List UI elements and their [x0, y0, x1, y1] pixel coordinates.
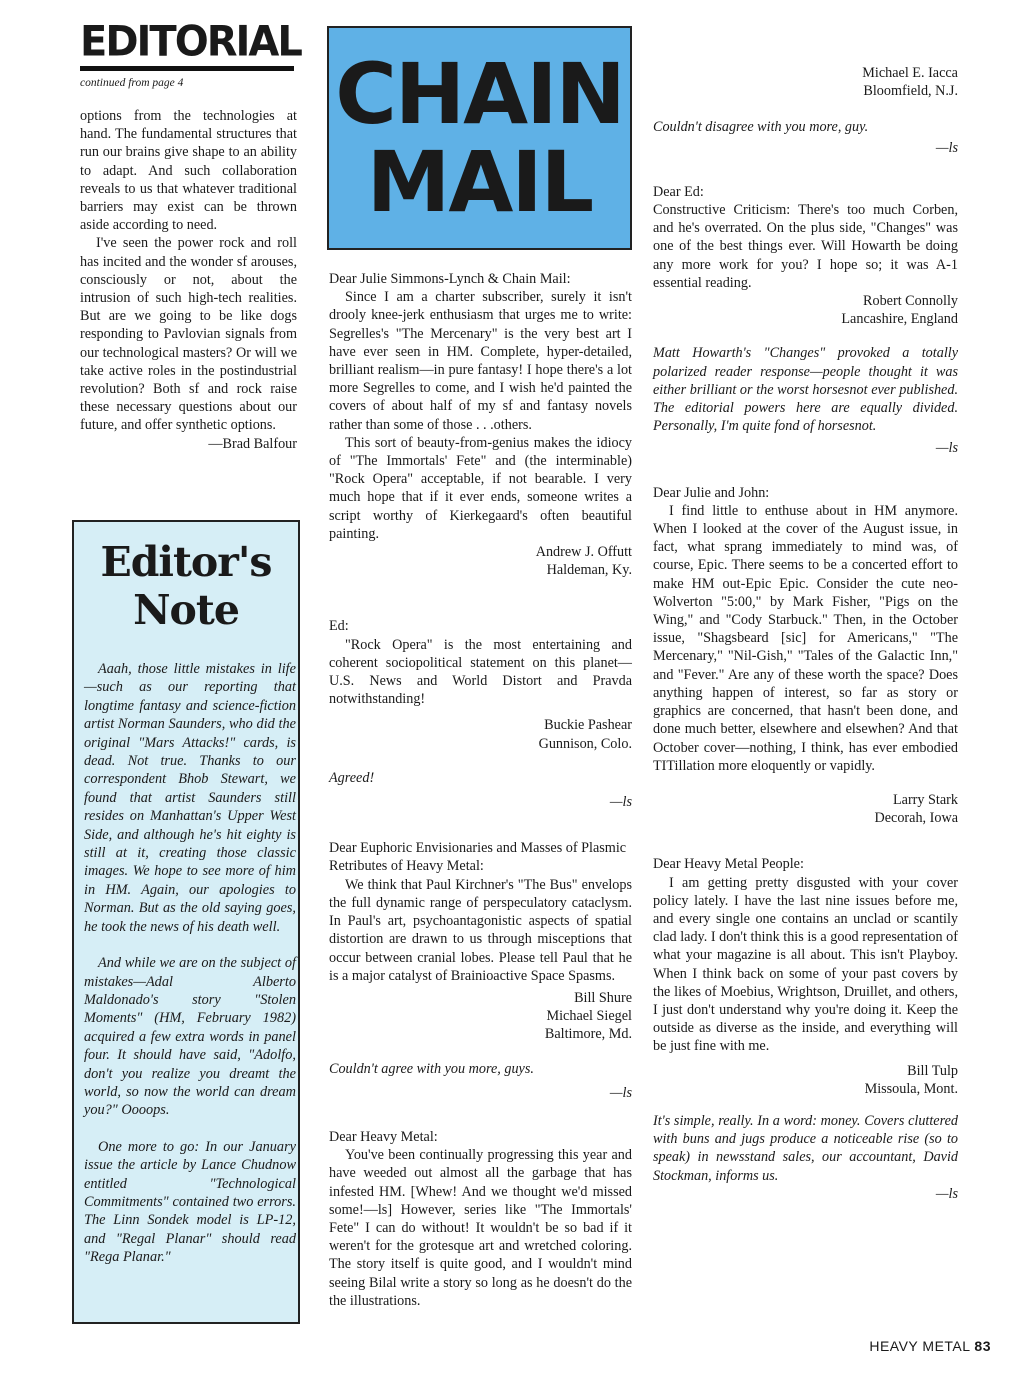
editorial-rule — [80, 66, 294, 71]
letter-location: Lancashire, England — [841, 311, 958, 328]
editor-reply: It's simple, really. In a word: money. Covers cluttered with buns and jugs produce a noticeable rise (so to speak) in newsstand sales, our accountant, David Stockman, informs us. — [653, 1112, 958, 1184]
letters-column-3 — [653, 24, 958, 1203]
page-number: 83 — [974, 1338, 991, 1354]
letter-location: Decorah, Iowa — [874, 810, 958, 827]
letter-iacca-continued — [653, 64, 958, 157]
letter-location: Bloomfield, N.J. — [863, 83, 958, 100]
letter-salutation: Dear Euphoric Envisionaries and Masses of Plasmic Retributes of Heavy Metal: — [329, 840, 627, 875]
editor-reply: Matt Howarth's "Changes" provoked a totally polarized reader response—people thought it was either brilliant or the worst horsesnot ever published. The editorial powers here are equally divided. Personally, I'm quite fond of horsesnot. — [653, 345, 958, 435]
letter-connolly — [653, 183, 958, 458]
letter-location: Baltimore, Md. — [544, 1026, 632, 1043]
letter-author: Buckie Pashear — [544, 717, 632, 734]
editors-note-title — [74, 538, 298, 634]
editor-reply-signature: —ls — [609, 794, 632, 811]
letter-body: "Rock Opera" is the most entertaining and coherent sociopolitical statement on this planet—U.S. News and World Distort and Pravda notwithstanding! — [329, 636, 632, 708]
letter-author: Michael Siegel — [546, 1008, 632, 1025]
letter-salutation: Dear Heavy Metal: — [329, 1128, 438, 1145]
letter-body: You've been continually progressing this year and have weeded out almost all the garbage that has infested HM. [Whew! And we thought we'd missed some!—ls] However, series like "The Immortals' Fete" I can do without! It wouldn't be so bad if it weren't for the grotesque art and wretched coloring. The story itself is quite good, and I wouldn't mind seeing Bilal write a story so long as he doesn't do the the illustrations. — [329, 1147, 632, 1309]
letter-salutation: Dear Ed: — [653, 183, 704, 200]
letter-salutation: Dear Julie Simmons-Lynch & Chain Mail: — [329, 271, 571, 287]
editor-reply-signature: —ls — [935, 440, 958, 457]
editors-note-title-line-1: Editor's — [100, 538, 272, 586]
chain-mail-title-line-1: CHAIN — [335, 45, 624, 143]
continued-note: continued from page 4 — [80, 77, 184, 89]
editor-reply-signature: —ls — [935, 139, 958, 156]
editor-reply: Agreed! — [329, 769, 375, 786]
chain-mail-title-line-2: MAIL — [366, 133, 593, 231]
letter-offutt — [329, 270, 632, 579]
editor-reply: Couldn't agree with you more, guys. — [329, 1060, 534, 1077]
editorial-title: EDITORIAL — [80, 17, 301, 67]
letter-author: Bill Tulp — [907, 1062, 958, 1079]
editor-reply-signature: —ls — [935, 1185, 958, 1202]
letter-stark — [653, 484, 958, 828]
magazine-name: HEAVY METAL — [869, 1338, 971, 1354]
letters-column-2 — [329, 270, 632, 1310]
letter-pashear — [329, 617, 632, 811]
letter-salutation: Ed: — [329, 618, 349, 635]
letter-salutation: Dear Heavy Metal People: — [653, 856, 804, 873]
editorial-paragraph-2: I've seen the power rock and roll has incited and the wonder sf arouses, consciously or not, about the intrusion of such high-tech realities. But are we going to be like dogs responding to Pavlovian signals from our technological masters? Or will we take active roles in the postindustrial revolution? Both sf and rock raise these necessary questions about our future, and offer synthetic options. — [80, 235, 297, 434]
letter-author: Michael E. Iacca — [862, 65, 958, 81]
editors-note-paragraph-2: And while we are on the subject of mistakes—Adal Alberto Maldonado's story "Stolen Moments" (HM, February 1982) acquired a few extra words in panel four. It should have said, "Adolfo, don't you realize you dreamt the world, so now the world can dream you?" Oooops. — [84, 955, 296, 1119]
letter-author: Larry Stark — [892, 791, 958, 808]
letter-shure-siegel — [329, 839, 632, 1102]
letter-iacca — [329, 1128, 632, 1310]
letter-salutation: Dear Julie and John: — [653, 484, 770, 501]
letter-body: We think that Paul Kirchner's "The Bus" envelops the full dynamic range of perspeculatory cataclysm. In Paul's art, psychoantagonistic aspects of spatial distortion are drawn to us through misceptions that occur between cranial lobes. Please tell Paul that he is a major catalyst of Brainioactive Space Spasms. — [329, 876, 632, 984]
letter-body: Since I am a charter subscriber, surely it isn't drooly knee-jerk enthusiasm that urges me to write: Segrelles's "The Mercenary" is the very best art I have ever seen in HM. Complete, hyper-detailed, brilliant realism—in pure fantasy! I hope there's a lot more Segrelles to come, and I wish he'd painted the covers of about half of my sf and fantasy novels rather than some of those . . .others. — [329, 289, 632, 433]
editor-reply-signature: —ls — [609, 1084, 632, 1101]
editorial-signature: —Brad Balfour — [208, 435, 297, 452]
chain-mail-banner — [327, 26, 632, 250]
letter-body: Constructive Criticism: There's too much Corben, and he's overrated. On the plus side, "Changes" was one of the best things ever. Will Howarth be doing any more work for you? I hope so; it was A-1 essential reading. — [653, 202, 958, 291]
editorial-paragraph-1: options from the technologies at hand. The fundamental structures that run our brains give shape to an ability to adapt. And such collaboration reveals to us that whatever traditional barriers may exist can be thrown aside according to need. — [80, 108, 297, 234]
editors-note-paragraph-3: One more to go: In our January issue the article by Lance Chudnow entitled "Technological Commitments" contained two errors. The Linn Sondek model is LP-12, and "Regal Planar" should read "Rega Planar." — [84, 1138, 296, 1266]
letter-location: Gunnison, Colo. — [538, 735, 632, 752]
editors-note-body — [74, 660, 298, 1267]
letter-body: This sort of beauty-from-genius makes the idiocy of "The Immortals' Fete" and (the interminable) "Rock Opera" acceptable, if not bearable. I very much hope that if it ever ends, someone writes a script worthy of Kierkegaard's often beautiful painting. — [329, 434, 632, 542]
editors-note-box — [72, 520, 300, 1324]
editors-note-paragraph-1: Aaah, those little mistakes in life—such as our reporting that longtime fantasy and science-fiction artist Norman Saunders, who did the original "Mars Attacks!" cards, is dead. Not true. Thanks to our correspondent Bhob Stewart, we found that artist Saunders still resides on Manhattan's Upper West Side, and although he's hit eighty is still at it, creating those classic images. We hope to see more of him in HM. Again, our apologies to Norman. But as the old saying goes, he took the news of his death well. — [84, 661, 296, 935]
letter-location: Missoula, Mont. — [864, 1080, 958, 1097]
letter-author: Bill Shure — [574, 989, 632, 1006]
page-footer — [869, 1338, 991, 1354]
letter-tulp — [653, 855, 958, 1203]
letter-author: Robert Connolly — [863, 293, 958, 310]
editorial-column — [80, 0, 301, 453]
letter-author: Andrew J. Offutt — [535, 544, 632, 561]
letter-body: I am getting pretty disgusted with your cover policy lately. I have the last nine issues before me, and every single one contains an unclad or scantily clad lady. I don't think this is a good representation of what your magazine is all about. This isn't Playboy. When I think back on some of your past covers by the likes of Moebius, Wrightson, Druillet, and others, I just don't understand why you're doing it. Keep the outside as diverse as the inside, and everything will be just fine with me. — [653, 874, 958, 1055]
letter-location: Haldeman, Ky. — [546, 562, 632, 579]
editor-reply: Couldn't disagree with you more, guy. — [653, 119, 869, 136]
editors-note-title-line-2: Note — [133, 586, 239, 634]
letter-body: I find little to enthuse about in HM anymore. When I looked at the cover of the August issue, in fact, what sprang immediately to mind was, of course, Epic. There seems to be a concerted effort to make HM out-Epic Epic. Consider the cute neo-Wolverton "5:00," by Mark Fisher, "Pigs on the Wing," and "Cody Starbuck." Then, in the October issue, "Shagsbeard [sic] for Americans," "The Mercenary," "Nil-Gish," "Tales of the Galactic Inn," and "Fever." Are any of these worth the space? Does anything happen of interest, so far as story or graphics are concerned, that hasn't been done, and done much better, elsewhere and elsewhen? And that October cover—nothing, I think, has ever embodied TITillation more eloquently or vapidly. — [653, 502, 958, 774]
